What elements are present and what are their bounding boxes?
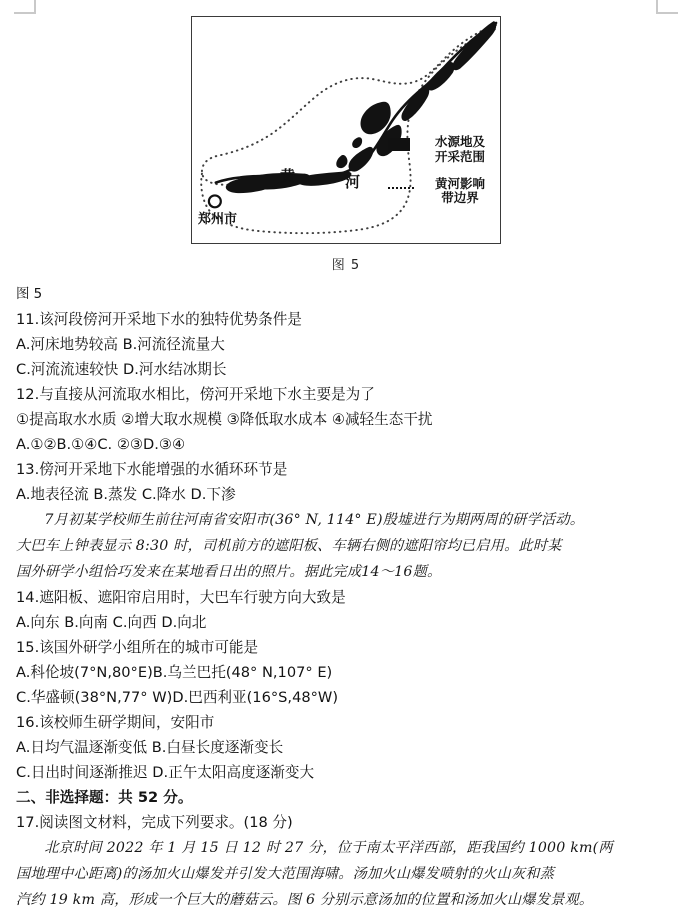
filled-square-icon [388, 135, 414, 151]
question-17-stem: 17.阅读图文材料，完成下列要求。(18 分) [16, 814, 293, 831]
material-17-line-1: 北京时间 2022 年 1 月 15 日 12 时 27 分，位于南太平洋西部，距我国约 1000 km(两 [44, 840, 613, 856]
zhengzhou-city-marker [209, 195, 221, 207]
legend-water-source-line-2: 开采范围 [434, 148, 485, 164]
figure-5-inline-reference: 图 5 [16, 287, 43, 302]
figure-5-caption: 图 5 [331, 258, 361, 273]
material-17-line-2: 国地理中心距离)的汤加火山爆发并引发大范围海啸。汤加火山爆发喷射的火山灰和蒸 [16, 866, 555, 882]
question-16-options-line-2: C.日出时间逐渐推迟 D.正午太阳高度逐渐变大 [16, 764, 315, 781]
question-15-options-line-1: A.科伦坡(7°N,80°E)B.乌兰巴托(48° N,107° E) [16, 664, 333, 681]
material-17-line-3: 汽约 19 km 高，形成一个巨大的蘑菇云。图 6 分别示意汤加的位置和汤加火山爆发景观。 [16, 892, 594, 908]
legend-item-influence-belt [388, 177, 500, 207]
material-1-line-3: 国外研学小组恰巧发来在某地看日出的照片。据此完成14～16题。 [16, 564, 442, 580]
question-16-options-line-1: A.日均气温逐渐变低 B.白昼长度逐渐变长 [16, 739, 284, 756]
question-12-options: A.①②B.①④C. ②③D.③④ [16, 436, 186, 453]
legend-water-source-line-1: 水源地及 [434, 134, 485, 149]
legend-item-water-source [388, 135, 500, 165]
crop-mark-top-right [656, 0, 678, 14]
section-2-heading: 二、非选择题：共 52 分。 [16, 789, 193, 806]
dotted-line-icon [388, 177, 414, 189]
question-11-options-line-1: A.河床地势较高 B.河流径流量大 [16, 336, 225, 353]
question-14-options: A.向东 B.向南 C.向西 D.向北 [16, 614, 207, 631]
map-label-river-he: 河 [345, 173, 361, 191]
material-paragraph-14-16 [16, 507, 684, 585]
figure-5 [0, 16, 692, 273]
material-1-line-2: 大巴车上钟表显示 8:30 时，司机前方的遮阳板、车辆右侧的遮阳帘均已启用。此时某 [16, 538, 562, 554]
question-13-options: A.地表径流 B.蒸发 C.降水 D.下渗 [16, 486, 236, 503]
map-label-river-huang: 黄 [280, 167, 296, 185]
exam-body [16, 282, 684, 913]
material-1-line-1: 7月初某学校师生前往河南省安阳市(36° N, 114° E)殷墟进行为期两周的研学活动。 [44, 512, 585, 528]
material-paragraph-17 [16, 835, 684, 913]
map-frame [191, 16, 501, 244]
legend-influence-belt-line-2: 带边界 [441, 190, 479, 206]
crop-mark-top-left [14, 0, 36, 14]
question-16-stem: 16.该校师生研学期间，安阳市 [16, 714, 215, 731]
question-14-stem: 14.遮阳板、遮阳帘启用时，大巴车行驶方向大致是 [16, 589, 346, 606]
question-11-options-line-2: C.河流流速较快 D.河水结冰期长 [16, 361, 227, 378]
question-11-stem: 11.该河段傍河开采地下水的独特优势条件是 [16, 311, 302, 328]
legend-influence-belt-line-1: 黄河影响 [434, 175, 485, 191]
question-15-stem: 15.该国外研学小组所在的城市可能是 [16, 639, 259, 656]
map-label-zhengzhou: 郑州市 [198, 212, 238, 227]
map-legend [388, 135, 500, 218]
question-15-options-line-2: C.华盛顿(38°N,77° W)D.巴西利亚(16°S,48°W) [16, 689, 339, 706]
question-13-stem: 13.傍河开采地下水能增强的水循环环节是 [16, 461, 288, 478]
question-12-stem: 12.与直接从河流取水相比，傍河开采地下水主要是为了 [16, 386, 375, 403]
question-12-statements: ①提高取水水质 ②增大取水规模 ③降低取水成本 ④减轻生态干扰 [16, 411, 433, 428]
